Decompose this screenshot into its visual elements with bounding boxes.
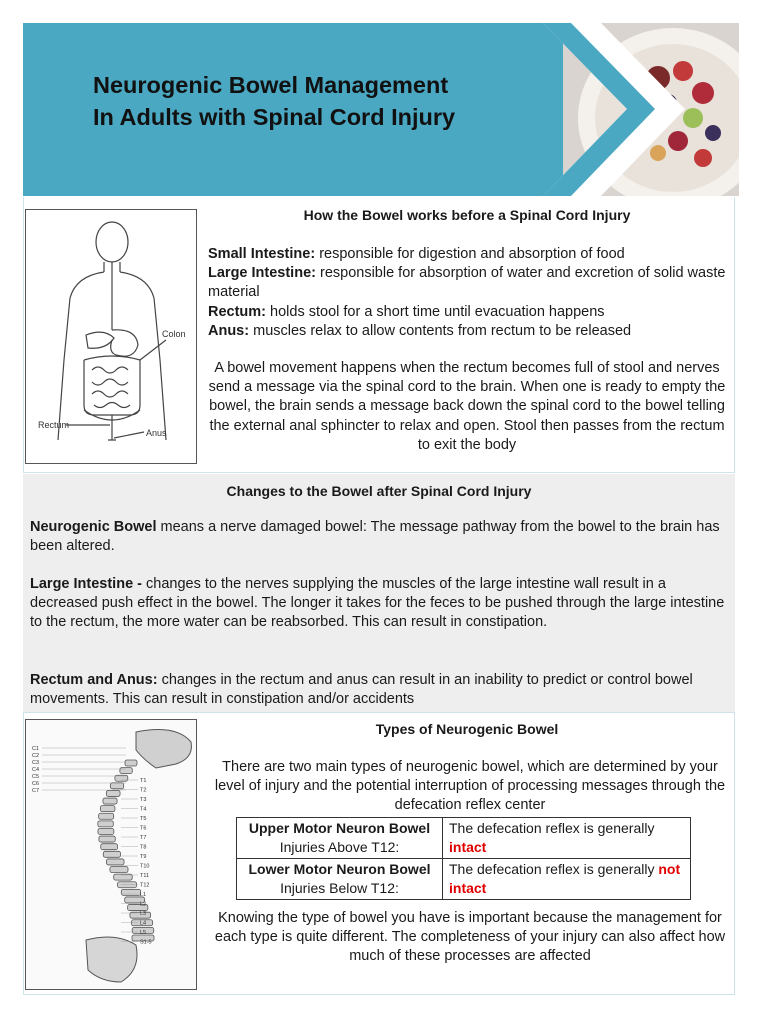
- vertebra: [110, 867, 128, 873]
- section-types-of-neurogenic-bowel: [23, 712, 735, 995]
- text-large-intestine-change: changes to the nerves supplying the muscles of the large intestine wall result in a decreased push effect in the bowel. The longer it takes for the feces to be pushed through the large intestine to the rectum, the more water can be reabsorbed. This can result in constipation.: [30, 576, 725, 631]
- vertebra: [98, 821, 113, 827]
- upper-motor-neuron-injury: Injuries Above T12:: [279, 839, 400, 855]
- section-bowel-before-sci: [23, 197, 735, 473]
- spine-level-label: T7: [140, 835, 147, 841]
- term-anus: Anus:: [208, 322, 250, 339]
- desc-large-intestine: responsible for absorption of water and excretion of solid waste material: [208, 265, 726, 301]
- vertebra: [121, 889, 140, 895]
- term-rectum-anus: Rectum and Anus:: [30, 672, 158, 688]
- spine-level-label: T1: [140, 778, 147, 784]
- spine-level-label: C5: [32, 774, 40, 780]
- text-rectum-anus: changes in the rectum and anus can result in an inability to predict or control bowel movements. This can result in constipation and/or accidents: [30, 672, 693, 708]
- term-small-intestine: Small Intestine:: [208, 246, 316, 262]
- spine-level-label: S1-5: [140, 939, 152, 946]
- vertebra: [98, 828, 114, 834]
- spine-level-label: T4: [140, 806, 147, 813]
- spine-level-label: C2: [32, 753, 40, 759]
- organ-item-small-intestine: [208, 245, 728, 264]
- lower-motor-neuron-injury: Injuries Below T12:: [280, 880, 399, 896]
- spine-level-label: T6: [140, 825, 147, 832]
- spine-level-label: C4: [32, 767, 40, 773]
- vertebra: [118, 882, 137, 888]
- lower-motor-neuron-label: Lower Motor Neuron Bowel: [248, 861, 431, 877]
- cell-lower-motor-neuron-reflex: [443, 859, 691, 900]
- spine-level-label: T5: [140, 816, 147, 822]
- desc-rectum: holds stool for a short time until evacuation happens: [266, 303, 605, 320]
- spine-level-label: L2: [140, 901, 147, 908]
- spine-level-label: L1: [140, 892, 147, 898]
- vertebra: [120, 768, 132, 774]
- title-line-1: Neurogenic Bowel Management: [93, 72, 449, 98]
- types-intro-paragraph: There are two main types of neurogenic bowel, which are determined by your level of injury and the potential interruption of processing messages through the defecation reflex center: [214, 759, 726, 814]
- upper-reflex-status: intact: [449, 839, 487, 855]
- header-banner: [23, 23, 739, 196]
- term-large-intestine-change: Large Intestine -: [30, 576, 142, 592]
- table-row-lower-motor-neuron: [237, 859, 691, 900]
- cell-lower-motor-neuron-type: [237, 859, 443, 900]
- table-row-upper-motor-neuron: [237, 818, 691, 859]
- vertebra: [103, 851, 120, 857]
- section1-title: How the Bowel works before a Spinal Cord Injury: [303, 207, 631, 223]
- vertebra: [106, 859, 124, 865]
- section3-title: Types of Neurogenic Bowel: [375, 721, 559, 737]
- cell-upper-motor-neuron-type: [237, 818, 443, 859]
- bowel-movement-paragraph: A bowel movement happens when the rectum becomes full of stool and nerves send a message via the spinal cord to the brain. When one is ready to empty the bowel, the brain sends a message back down the spinal cord to the bowel telling the external anal sphincter to relax and open. Stool then passes from the rectum to exit the body: [208, 360, 726, 453]
- digestive-system-diagram: [25, 209, 197, 464]
- lower-reflex-text: The defecation reflex is generally: [449, 861, 659, 877]
- vertebra: [110, 783, 123, 789]
- neurogenic-bowel-paragraph: [30, 518, 730, 556]
- term-neurogenic-bowel: Neurogenic Bowel: [30, 519, 157, 535]
- spine-level-label: T9: [140, 854, 147, 860]
- rectum-anus-paragraph: [30, 671, 730, 709]
- vertebra: [99, 836, 115, 842]
- colon-label: Colon: [162, 329, 186, 339]
- vertebra: [99, 813, 114, 819]
- spine-level-label: T11: [140, 873, 150, 879]
- section2-title: Changes to the Bowel after Spinal Cord Injury: [226, 483, 532, 499]
- text-neurogenic-bowel: means a nerve damaged bowel: The message pathway from the bowel to the brain has been altered.: [30, 519, 720, 555]
- spine-level-label: L3: [140, 911, 147, 917]
- spine-level-label: C3: [32, 760, 40, 766]
- spine-level-label: T10: [140, 863, 150, 870]
- vertebra: [125, 760, 137, 766]
- title-line-2: In Adults with Spinal Cord Injury: [93, 104, 456, 130]
- spine-level-label: L4: [140, 920, 147, 927]
- organ-item-anus: [208, 322, 728, 341]
- page-title: [93, 69, 563, 133]
- term-large-intestine: Large Intestine:: [208, 265, 316, 282]
- closing-paragraph: Knowing the type of bowel you have is important because the management for each type is quite different. The completeness of your injury can also affect how much of these processes are affected: [214, 910, 726, 965]
- large-intestine-paragraph: [30, 575, 730, 633]
- organ-item-large-intestine: [208, 264, 728, 302]
- vertebra: [106, 790, 120, 796]
- upper-reflex-text: The defecation reflex is generally: [449, 820, 655, 836]
- vertebra: [103, 798, 117, 804]
- section-changes-after-sci: [23, 474, 735, 712]
- vertebra: [101, 844, 118, 850]
- desc-anus: muscles relax to allow contents from rectum to be released: [249, 322, 632, 339]
- spine-level-label: T2: [140, 787, 147, 794]
- spine-level-label: T12: [140, 882, 150, 889]
- vertebra: [100, 806, 115, 812]
- spine-level-label: T3: [140, 797, 147, 803]
- spine-level-label: C7: [32, 788, 40, 794]
- rectum-label: Rectum: [38, 420, 70, 430]
- lower-reflex-status: not intact: [449, 861, 681, 896]
- cell-upper-motor-neuron-reflex: [443, 818, 691, 859]
- anus-label: Anus: [146, 428, 167, 438]
- organ-list: [208, 245, 728, 341]
- spine-level-label: L5: [140, 930, 147, 936]
- spine-level-label: C6: [32, 781, 40, 787]
- desc-small-intestine: responsible for digestion and absorption of food: [315, 246, 625, 262]
- upper-motor-neuron-label: Upper Motor Neuron Bowel: [248, 820, 431, 836]
- spine-level-label: C1: [32, 746, 40, 752]
- term-rectum: Rectum:: [208, 303, 267, 320]
- spine-level-label: T8: [140, 844, 147, 851]
- bowel-types-table: [236, 817, 691, 900]
- organ-item-rectum: [208, 303, 728, 322]
- spine-diagram: [25, 719, 197, 990]
